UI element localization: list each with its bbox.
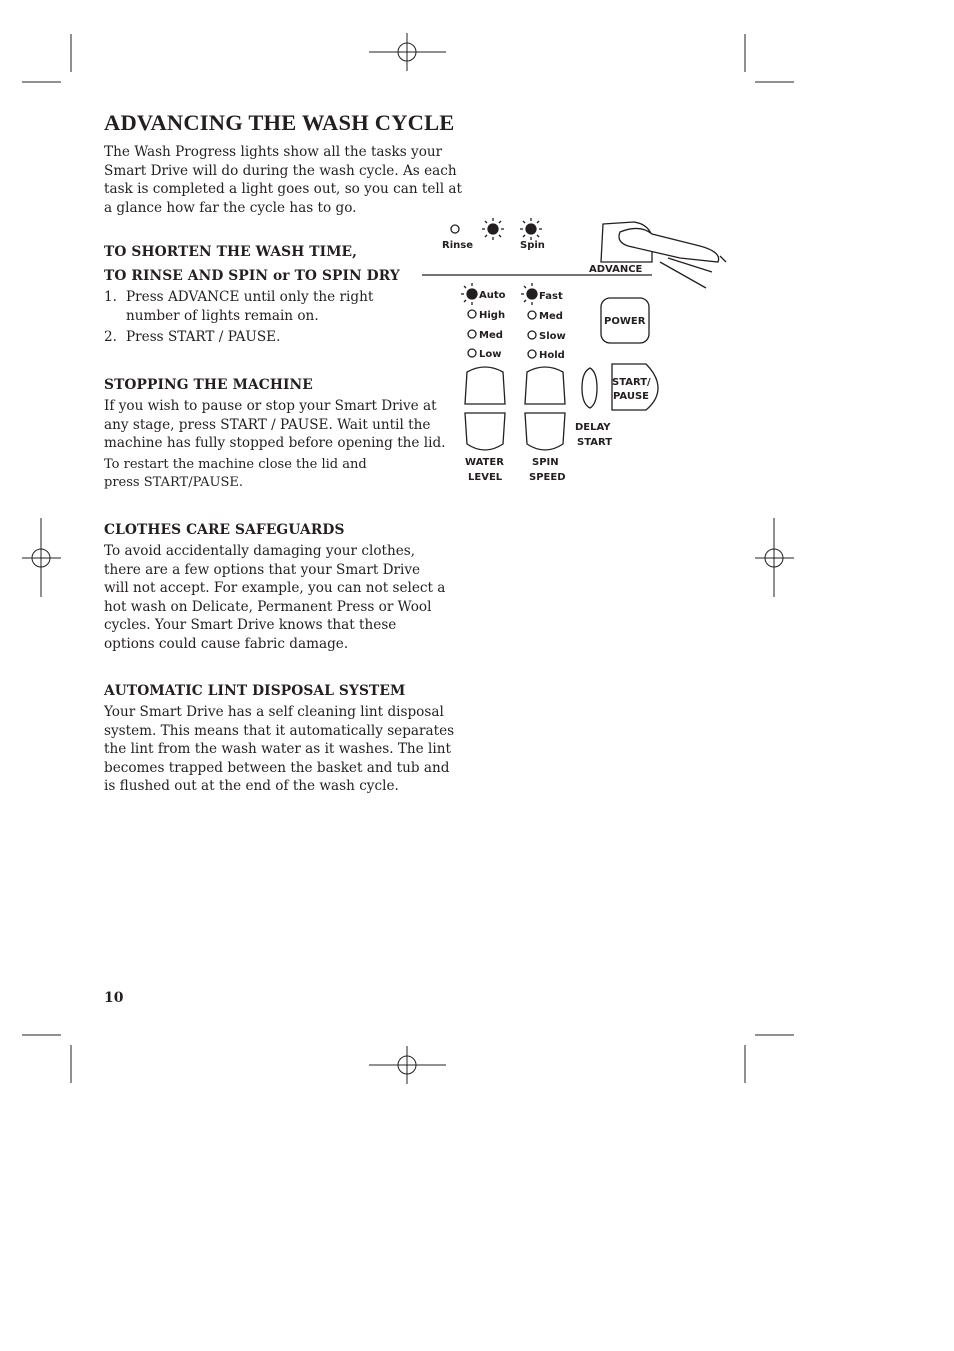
spinspeed-label-2: SPEED [529,472,566,483]
spin-slow-light-icon [528,331,536,339]
spinspeed-label-1: SPIN [532,457,559,468]
water-high-light-icon [468,310,476,318]
page-title: ADVANCING THE WASH CYCLE [104,110,455,135]
spin-slow-label: Slow [539,331,566,342]
advance-label: ADVANCE [589,264,643,275]
spin-speed-down-button [525,413,565,450]
stopping-note: To restart the machine close the lid and press START/PAUSE. [104,456,367,490]
water-low-label: Low [479,349,502,360]
stopping-body: If you wish to pause or stop your Smart Drive at any stage, press START / PAUSE. Wait until the machine has fully stopped before opening the lid. [104,398,446,451]
shorten-heading-line2: TO RINSE AND SPIN or TO SPIN DRY [104,268,400,284]
delay-label-2: START [577,437,613,448]
spin-hold-light-icon [528,350,536,358]
spin-speed-up-button [525,367,565,404]
spin-med-label: Med [539,311,563,322]
safeguards-body: To avoid accidentally damaging your clothes, there are a few options that your Smart Drive will not accept. For example, you can not select a hot wash on Delicate, Permanent Press or Wool cycles. Your Smart Drive knows that these options could cause fabric damage. [104,543,446,652]
spin-fast-light-icon [521,283,537,305]
spin-label: Spin [520,240,545,251]
water-level-up-button [465,367,505,404]
intro-paragraph: The Wash Progress lights show all the tasks your Smart Drive will do during the wash cycle. As each task is completed a light goes out, so you can tell at a glance how far the cycle has to go. [104,144,462,216]
lint-body: Your Smart Drive has a self cleaning lint disposal system. This means that it automatically separates the lint from the wash water as it washes. The lint becomes trapped between the basket and tub and is flushed out at the end of the wash cycle. [104,704,455,794]
safeguards-heading: CLOTHES CARE SAFEGUARDS [104,522,345,538]
water-high-label: High [479,310,506,321]
water-low-light-icon [468,349,476,357]
lit-light-icon [482,218,504,240]
water-label-1: WATER [465,457,504,468]
delay-start-button [582,368,597,408]
spin-fast-label: Fast [539,291,563,302]
water-label-2: LEVEL [468,472,503,483]
water-med-light-icon [468,330,476,338]
lint-heading: AUTOMATIC LINT DISPOSAL SYSTEM [104,683,406,699]
water-auto-label: Auto [479,290,506,301]
list-item: 2. Press START / PAUSE. [104,329,281,345]
water-med-label: Med [479,330,503,341]
power-label: POWER [604,316,646,327]
start-pause-label-2: PAUSE [613,391,649,402]
stopping-heading: STOPPING THE MACHINE [104,377,313,393]
page-number: 10 [104,990,124,1006]
water-auto-light-icon [461,283,477,305]
rinse-light-icon [451,225,459,233]
spin-light-icon [520,218,542,240]
spin-hold-label: Hold [539,350,565,361]
shorten-heading-line1: TO SHORTEN THE WASH TIME, [104,244,358,260]
list-item: 1. Press ADVANCE until only the right number of lights remain on. [104,289,374,324]
rinse-label: Rinse [442,240,473,251]
water-level-down-button [465,413,505,450]
start-pause-label-1: START/ [612,377,651,388]
finger-icon [619,228,719,262]
spin-med-light-icon [528,311,536,319]
delay-label-1: DELAY [575,422,611,433]
